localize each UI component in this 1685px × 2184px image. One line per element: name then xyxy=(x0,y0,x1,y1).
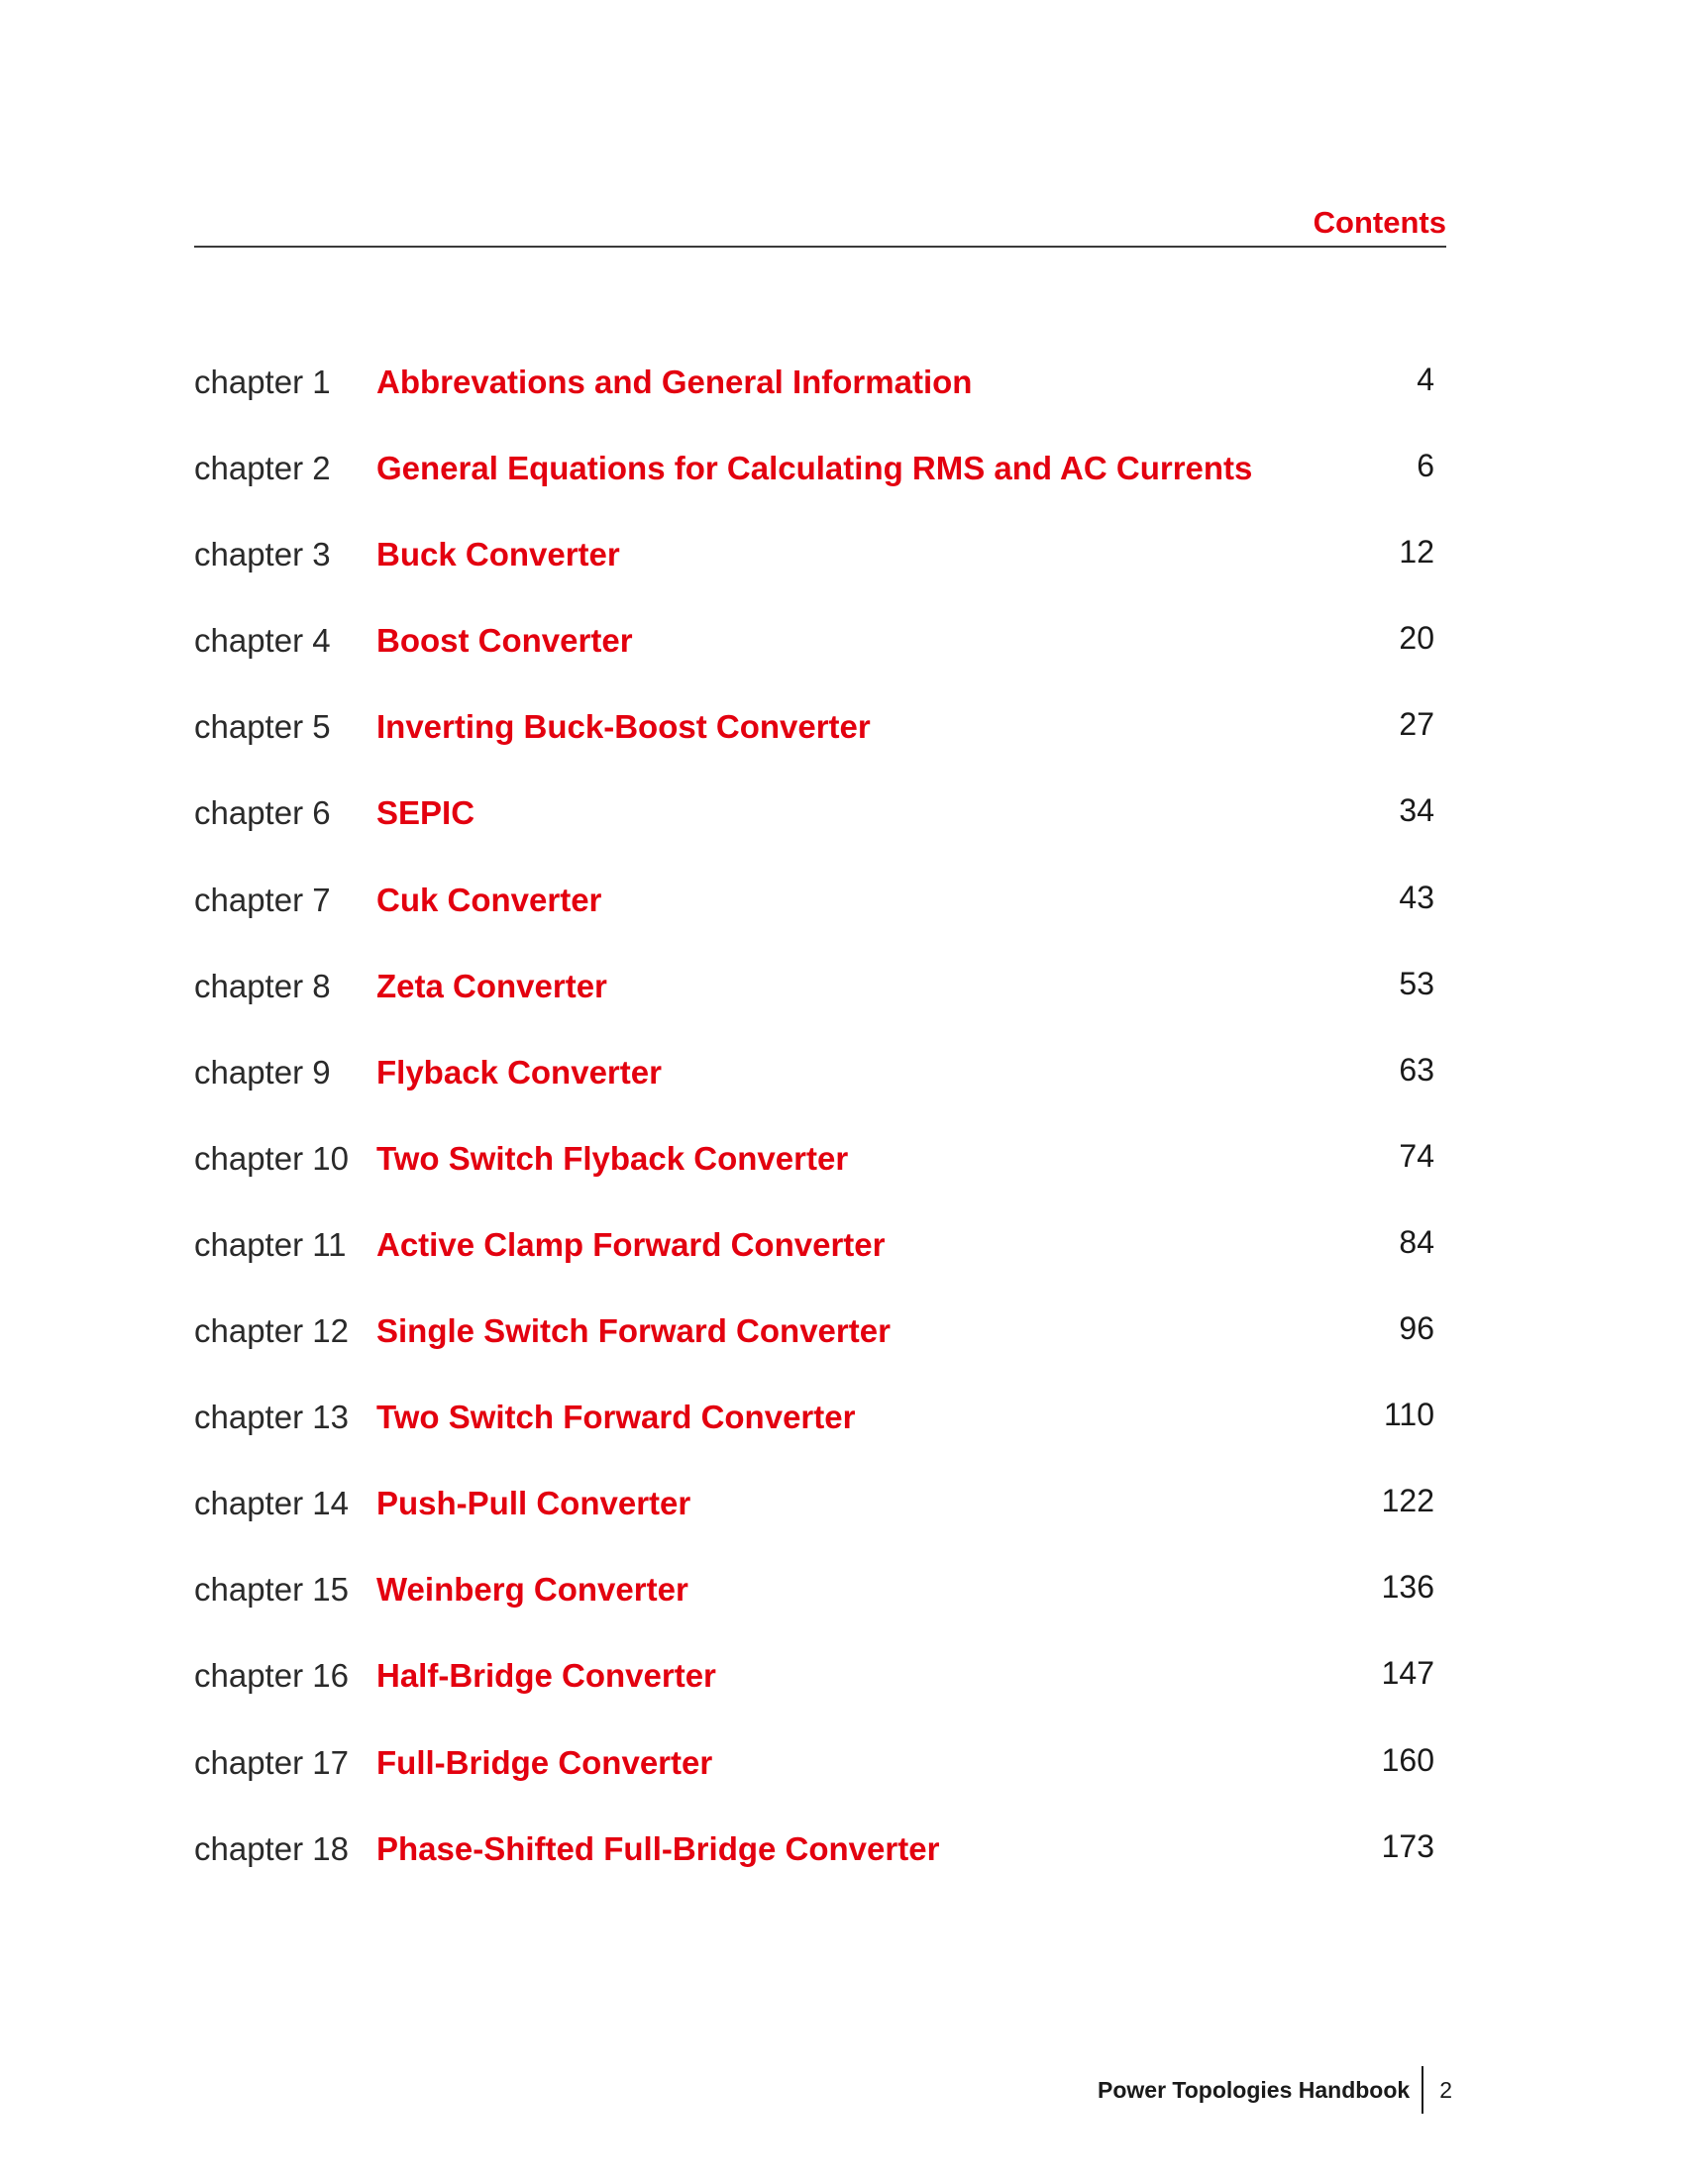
toc-entry-12 xyxy=(194,1303,1446,1390)
chapter-title-link[interactable]: Zeta Converter xyxy=(376,967,607,1004)
chapter-number: chapter 7 xyxy=(194,881,331,918)
page-footer xyxy=(1098,2066,1452,2114)
toc-entry-1 xyxy=(194,355,1446,441)
chapter-number: chapter 2 xyxy=(194,450,331,487)
toc-entry-11 xyxy=(194,1217,1446,1303)
page-number: 27 xyxy=(1399,706,1434,743)
page-number: 53 xyxy=(1399,965,1434,1001)
toc-entry-9 xyxy=(194,1045,1446,1131)
toc-entry-16 xyxy=(194,1648,1446,1734)
page-number: 63 xyxy=(1399,1051,1434,1088)
chapter-title-link[interactable]: SEPIC xyxy=(376,794,475,832)
toc-entry-5 xyxy=(194,699,1446,785)
page-number: 12 xyxy=(1399,534,1434,571)
chapter-title-link[interactable]: Full-Bridge Converter xyxy=(376,1743,713,1781)
chapter-title-link[interactable]: Half-Bridge Converter xyxy=(376,1657,716,1695)
chapter-title-link[interactable]: Cuk Converter xyxy=(376,881,602,918)
chapter-number: chapter 18 xyxy=(194,1829,349,1867)
page-number: 4 xyxy=(1417,362,1434,397)
footer-page-number: 2 xyxy=(1439,2076,1452,2103)
chapter-title-link[interactable]: Phase-Shifted Full-Bridge Converter xyxy=(376,1829,940,1867)
toc-entry-7 xyxy=(194,873,1446,959)
toc-entry-14 xyxy=(194,1476,1446,1562)
page-number: 122 xyxy=(1381,1483,1434,1519)
chapter-title-link[interactable]: Two Switch Forward Converter xyxy=(376,1399,856,1436)
toc-entry-15 xyxy=(194,1562,1446,1648)
toc-entry-10 xyxy=(194,1131,1446,1217)
chapter-number: chapter 9 xyxy=(194,1053,331,1091)
page-number: 96 xyxy=(1399,1310,1434,1347)
toc-entry-3 xyxy=(194,527,1446,613)
page-number: 34 xyxy=(1399,792,1434,829)
chapter-title-link[interactable]: Push-Pull Converter xyxy=(376,1485,691,1522)
chapter-title-link[interactable]: Weinberg Converter xyxy=(376,1571,688,1609)
chapter-title-link[interactable]: Inverting Buck-Boost Converter xyxy=(376,708,871,746)
page-number: 160 xyxy=(1381,1741,1434,1778)
page-number: 74 xyxy=(1399,1137,1434,1174)
chapter-number: chapter 17 xyxy=(194,1743,349,1781)
chapter-number: chapter 5 xyxy=(194,708,331,746)
chapter-number: chapter 15 xyxy=(194,1571,349,1609)
chapter-title-link[interactable]: General Equations for Calculating RMS and AC Currents xyxy=(376,450,1253,487)
chapter-title-link[interactable]: Flyback Converter xyxy=(376,1053,662,1091)
page-title: Contents xyxy=(1313,205,1446,240)
page-number: 84 xyxy=(1399,1223,1434,1260)
chapter-number: chapter 3 xyxy=(194,536,331,573)
footer-document-title: Power Topologies Handbook xyxy=(1098,2076,1411,2103)
toc-entry-17 xyxy=(194,1735,1446,1821)
chapter-title-link[interactable]: Buck Converter xyxy=(376,536,620,573)
chapter-number: chapter 10 xyxy=(194,1139,349,1177)
toc-entry-8 xyxy=(194,959,1446,1045)
page-number: 43 xyxy=(1399,879,1434,915)
page-number: 147 xyxy=(1381,1655,1434,1692)
chapter-number: chapter 4 xyxy=(194,622,331,660)
toc-entry-2 xyxy=(194,441,1446,527)
chapter-number: chapter 14 xyxy=(194,1485,349,1522)
toc-entry-6 xyxy=(194,785,1446,872)
chapter-title-link[interactable]: Single Switch Forward Converter xyxy=(376,1312,891,1350)
chapter-title-link[interactable]: Boost Converter xyxy=(376,622,633,660)
toc-entry-4 xyxy=(194,613,1446,699)
page-number: 136 xyxy=(1381,1569,1434,1606)
chapter-number: chapter 12 xyxy=(194,1312,349,1350)
page-header xyxy=(194,198,1446,248)
chapter-number: chapter 16 xyxy=(194,1657,349,1695)
chapter-number: chapter 13 xyxy=(194,1399,349,1436)
page-number: 6 xyxy=(1417,448,1434,484)
chapter-title-link[interactable]: Active Clamp Forward Converter xyxy=(376,1225,886,1263)
chapter-title-link[interactable]: Abbrevations and General Information xyxy=(376,364,973,400)
toc-entry-13 xyxy=(194,1390,1446,1476)
chapter-number: chapter 11 xyxy=(194,1225,347,1263)
page-number: 20 xyxy=(1399,620,1434,657)
chapter-title-link[interactable]: Two Switch Flyback Converter xyxy=(376,1139,849,1177)
chapter-number: chapter 8 xyxy=(194,967,331,1004)
toc-entry-18 xyxy=(194,1821,1446,1908)
chapter-number: chapter 1 xyxy=(194,364,331,400)
table-of-contents xyxy=(194,355,1446,1908)
chapter-number: chapter 6 xyxy=(194,794,331,832)
page-number: 173 xyxy=(1381,1827,1434,1864)
page-number: 110 xyxy=(1383,1397,1434,1433)
